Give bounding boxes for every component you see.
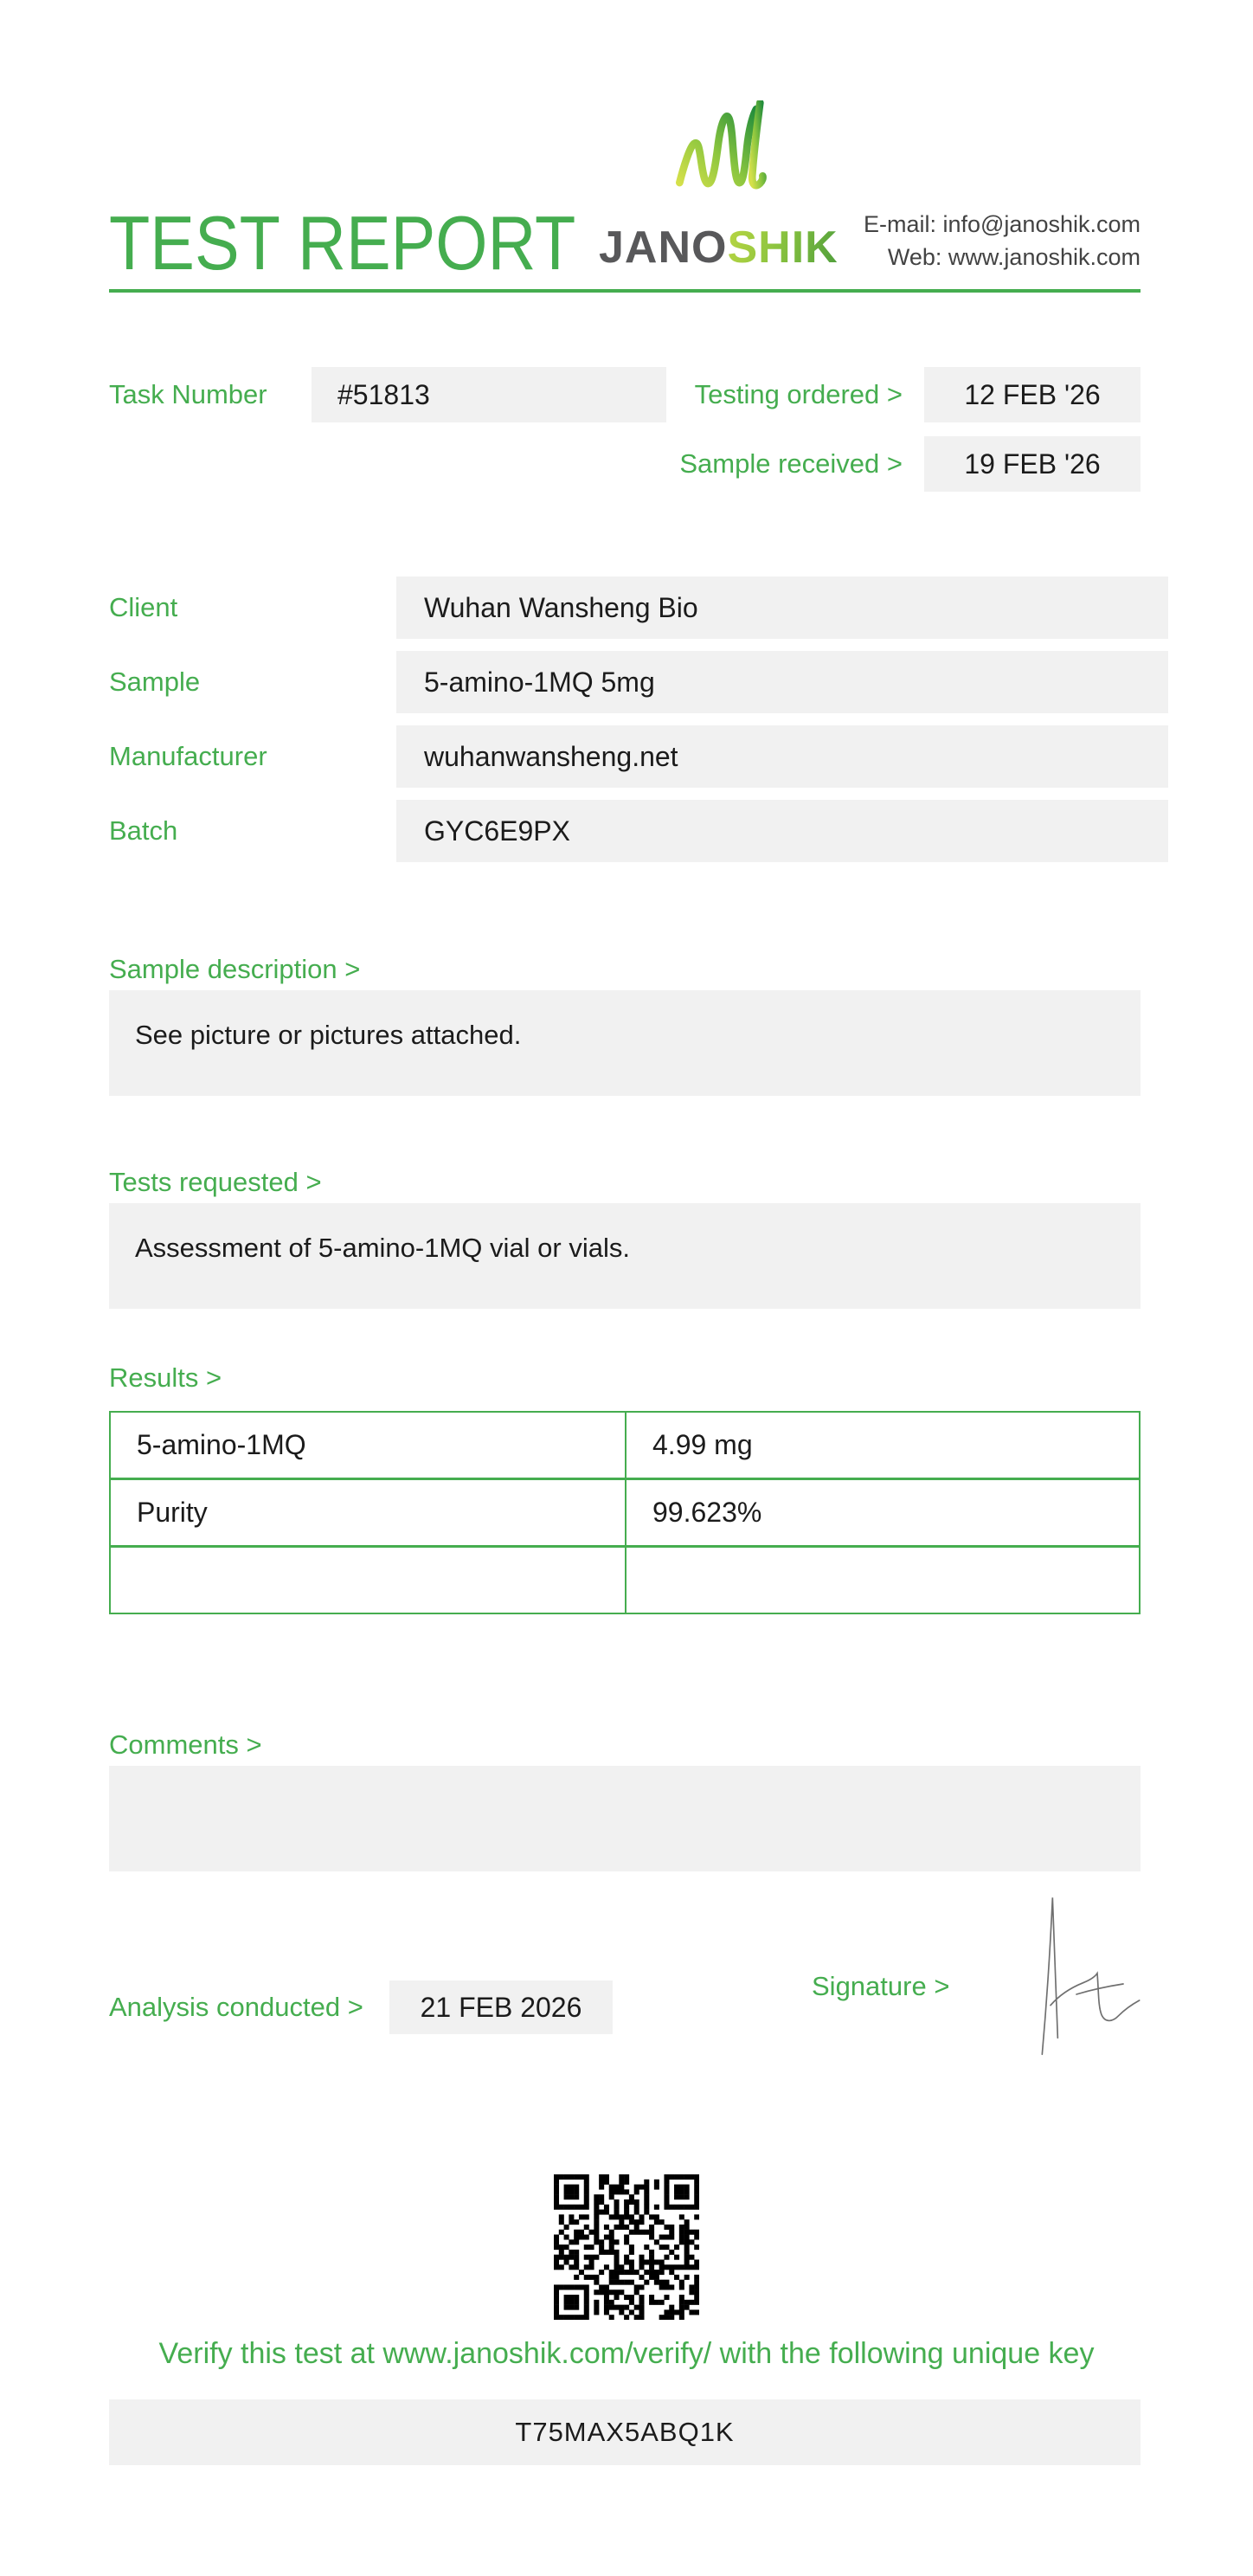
results-table <box>109 1411 1141 1614</box>
analysis-conducted-label: Analysis conducted > <box>109 1992 363 2022</box>
contact-web: Web: www.janoshik.com <box>887 244 1141 270</box>
qr-code <box>554 2174 699 2320</box>
results-row <box>111 1413 1139 1478</box>
batch-label: Batch <box>109 815 178 846</box>
result-value <box>626 1548 1139 1613</box>
logo-jano: JANO <box>599 222 728 273</box>
unique-key: T75MAX5ABQ1K <box>109 2399 1141 2465</box>
results-row <box>111 1478 1139 1545</box>
testing-ordered-value: 12 FEB '26 <box>924 367 1141 422</box>
contact-email: E-mail: info@janoshik.com <box>863 211 1141 237</box>
manufacturer-label: Manufacturer <box>109 741 267 771</box>
task-number-label: Task Number <box>109 379 267 409</box>
sample-value: 5-amino-1MQ 5mg <box>396 651 1168 713</box>
sample-description-label: Sample description > <box>109 954 361 984</box>
signature-scribble <box>1012 1870 1203 2077</box>
client-label: Client <box>109 592 178 622</box>
result-name <box>111 1548 626 1613</box>
manufacturer-value: wuhanwansheng.net <box>396 725 1168 788</box>
batch-value: GYC6E9PX <box>396 800 1168 862</box>
sample-description-box: See picture or pictures attached. <box>109 990 1141 1096</box>
tests-requested-label: Tests requested > <box>109 1167 322 1197</box>
sample-received-label: Sample received > <box>679 448 903 479</box>
logo-shik: SHIK <box>727 222 839 273</box>
results-row <box>111 1545 1139 1613</box>
result-name: Purity <box>111 1480 626 1545</box>
tests-requested-box: Assessment of 5-amino-1MQ vial or vials. <box>109 1203 1141 1309</box>
task-number-value: #51813 <box>312 367 666 422</box>
sample-label: Sample <box>109 667 201 697</box>
result-value: 4.99 mg <box>652 1429 753 1460</box>
client-value: Wuhan Wansheng Bio <box>396 576 1168 639</box>
testing-ordered-label: Testing ordered > <box>694 379 903 409</box>
janoshik-logo-mark-icon <box>675 100 782 196</box>
comments-label: Comments > <box>109 1729 262 1760</box>
verify-text: Verify this test at www.janoshik.com/verify/ with the following unique key <box>158 2337 1095 2370</box>
result-name: 5-amino-1MQ <box>111 1413 626 1478</box>
results-label: Results > <box>109 1362 222 1393</box>
analysis-conducted-value: 21 FEB 2026 <box>389 1980 613 2034</box>
result-value: 99.623% <box>652 1497 762 1528</box>
sample-received-value: 19 FEB '26 <box>924 436 1141 492</box>
signature-label: Signature > <box>812 1971 950 2001</box>
page-title: TEST REPORT <box>109 200 576 286</box>
header-divider <box>109 289 1141 293</box>
comments-box <box>109 1766 1141 1871</box>
contact-block <box>864 208 1141 274</box>
janoshik-logo-text <box>599 222 839 274</box>
